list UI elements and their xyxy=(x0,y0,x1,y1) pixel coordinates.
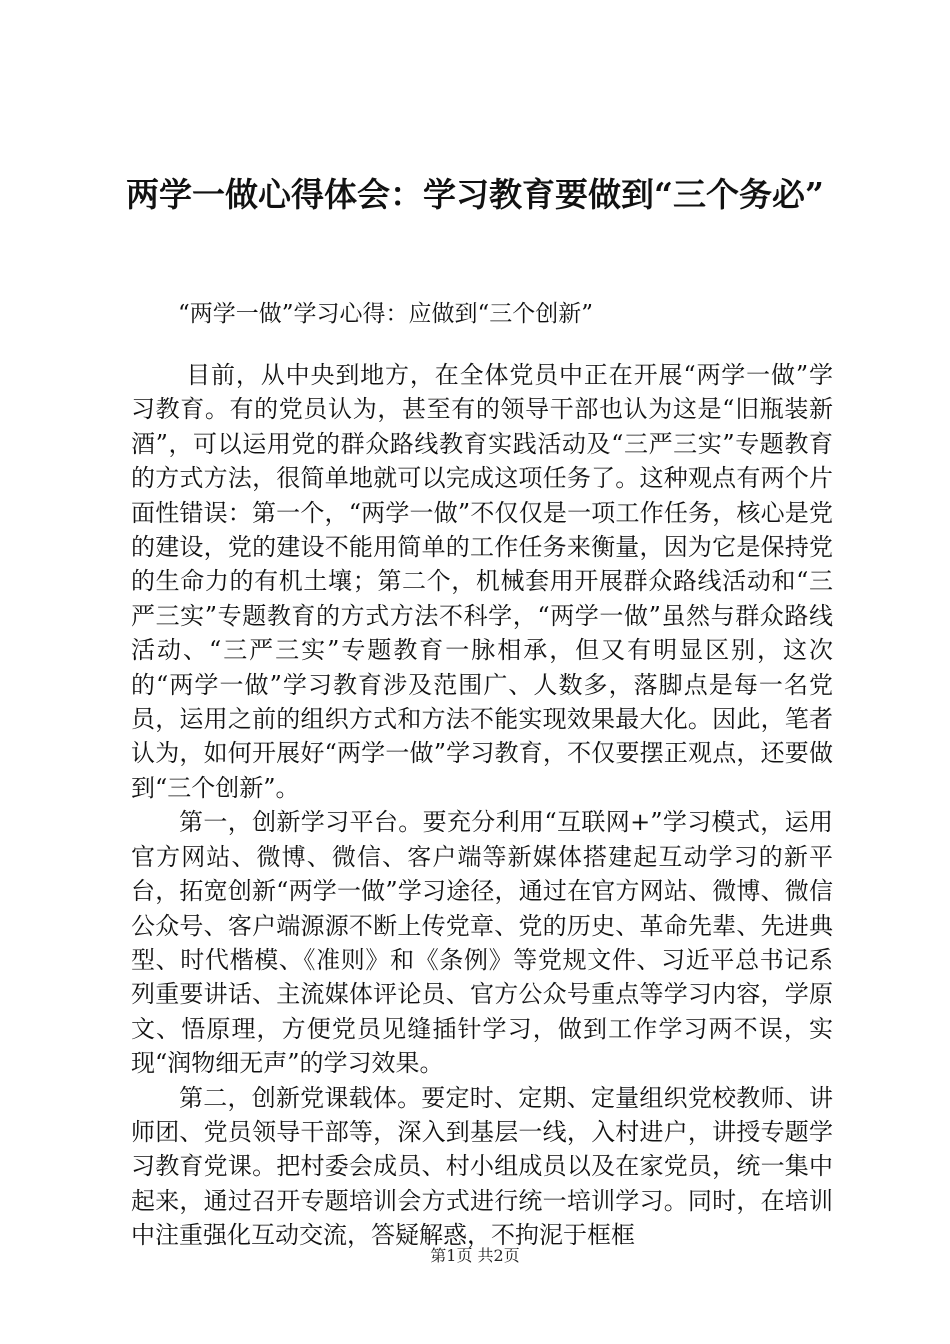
page-total: 共2页 xyxy=(477,1246,520,1265)
paragraph-first-point: 第一，创新学习平台。要充分利用“互联网+”学习模式，运用官方网站、微博、微信、客户端等新媒体搭建起互动学习的新平台，拓宽创新“两学一做”学习途径，通过在官方网站、微博、微信公众号、客户端源源不断上传党章、党的历史、革命先辈、先进典型、时代楷模、《准则》和《条例》等党规文件、习近平总书记系列重要讲话、主流媒体评论员、官方公众号重点等学习内容，学原文、悟原理，方便党员见缝插针学习，做到工作学习两不误，实现“润物细无声”的学习效果。 xyxy=(131,808,833,1078)
page-footer xyxy=(0,1245,950,1267)
page-number: 第1页 xyxy=(430,1246,473,1265)
paragraph-intro: 目前，从中央到地方，在全体党员中正在开展“两学一做”学习教育。有的党员认为，甚至有的领导干部也认为这是“旧瓶装新酒”，可以运用党的群众路线教育实践活动及“三严三实”专题教育的方式方法，很简单地就可以完成这项任务了。这种观点有两个片面性错误：第一个，“两学一做”不仅仅是一项工作任务，核心是党的建设，党的建设不能用简单的工作任务来衡量，因为它是保持党的生命力的有机土壤；第二个，机械套用开展群众路线活动和“三严三实”专题教育的方式方法不科学，“两学一做”虽然与群众路线活动、“三严三实”专题教育一脉相承，但又有明显区别，这次的“两学一做”学习教育涉及范围广、人数多，落脚点是每一名党员，运用之前的组织方式和方法不能实现效果最大化。因此，笔者认为，如何开展好“两学一做”学习教育，不仅要摆正观点，还要做到“三个创新”。 xyxy=(131,361,833,802)
paragraph-second-point: 第二，创新党课载体。要定时、定期、定量组织党校教师、讲师团、党员领导干部等，深入到基层一线，入村进户，讲授专题学习教育党课。把村委会成员、村小组成员以及在家党员，统一集中起来，通过召开专题培训会方式进行统一培训学习。同时，在培训中注重强化互动交流，答疑解惑，不拘泥于框框 xyxy=(131,1083,833,1250)
document-title: 两学一做心得体会：学习教育要做到“三个务必” xyxy=(126,175,824,214)
document-body xyxy=(131,358,833,1253)
document-subtitle: “两学一做”学习心得：应做到“三个创新” xyxy=(178,301,594,327)
